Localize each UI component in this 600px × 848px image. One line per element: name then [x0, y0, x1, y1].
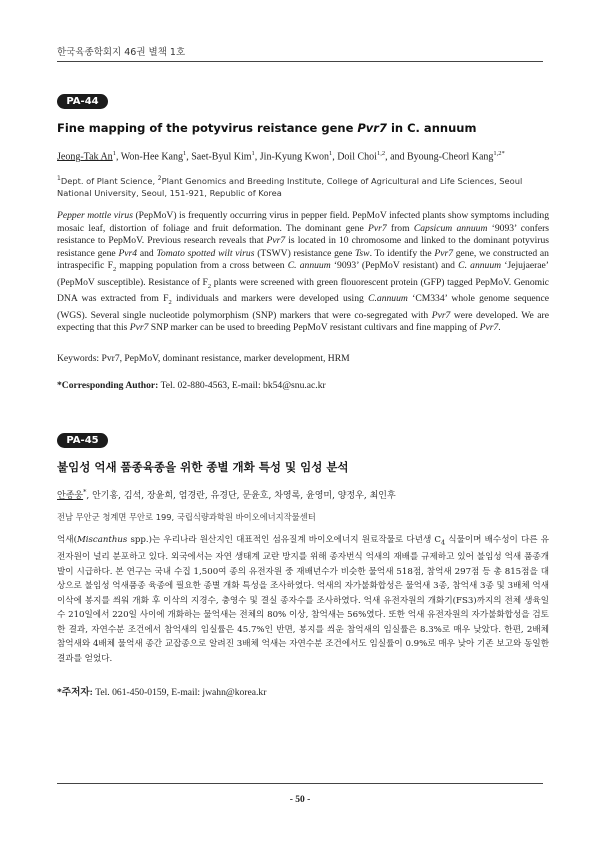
author-name: Doil Choi: [337, 151, 377, 163]
title-gene: Pvr7: [357, 121, 387, 135]
abstract-text: Pepper mottle virus: [57, 210, 133, 221]
abstract-text: Pvr7: [266, 235, 286, 247]
abstract-text: Capsicum annuum: [413, 222, 488, 234]
abstract-text: 억새(: [57, 535, 77, 545]
abstract-text: individuals and markers were developed using: [171, 293, 369, 305]
abstract-text: were developed. We are expecting that this: [57, 309, 549, 334]
author-affil-mark: 1: [328, 150, 333, 157]
author-separator: ,: [254, 151, 260, 163]
author-affil-mark: 1: [112, 150, 116, 157]
author-name: Saet-Byul Kim: [191, 151, 252, 163]
abstract-text: C.annuum: [368, 293, 408, 305]
affil-text: Plant Genomics and Breeding Institute, College of Agricultural and Life Sciences, Seoul National University, Seoul, 151-921, Republic of Korea: [57, 175, 523, 198]
abstract-text: C. annuum: [458, 260, 502, 272]
abstract-text: 2: [168, 299, 172, 307]
abstract-text: .: [498, 322, 501, 334]
title-text: in C. annuum: [386, 121, 477, 135]
abstract-text: plants were screened with green flouorescent protein (GFP) tagged PepMoV. Genomic DNA was extracted from F: [57, 276, 549, 305]
abstract-title: [57, 121, 547, 135]
abstract-text: spp.)는 우리나라 원산지인 대표적인 섬유질계 바이오에너지 원료작물로 다년생 C: [127, 535, 441, 545]
abstract-text: is located in 10 chromosome and linked to the dominant potyvirus resistance gene: [57, 235, 549, 259]
abstract-text: ‘9093’ (PepMoV resistant) and: [330, 260, 459, 272]
author-affil-mark: *: [83, 488, 87, 496]
corresponding-contact: Tel. 061-450-0159, E-mail: jwahn@korea.kr: [92, 687, 267, 698]
affil-mark: 2: [157, 175, 162, 182]
affiliation: 전남 무안군 청계면 무안로 199, 국립식량과학원 바이오에너지작물센터: [57, 512, 316, 522]
abstract-text: (TSWV) resistance gene: [254, 247, 355, 259]
abstract-text: 2: [112, 266, 117, 274]
abstract-text: from: [386, 222, 414, 234]
author-list: [57, 147, 549, 163]
keywords: Keywords: Pvr7, PepMoV, dominant resistance, marker development, HRM: [57, 353, 350, 364]
abstract-title: 불임성 억새 품종육종을 위한 종별 개화 특성 및 임성 분석: [57, 460, 349, 474]
abstract-text: C. annuum: [287, 260, 331, 272]
author-name: Jeong-Tak An: [57, 151, 113, 163]
title-text: Fine mapping of the potyvirus reistance gene: [57, 121, 358, 135]
author-name: Jin-Kyung Kwon: [259, 151, 329, 163]
abstract-id-badge: PA-45: [57, 433, 108, 448]
abstract-text: Pvr7: [479, 322, 499, 334]
abstract-text: Pvr7: [434, 247, 453, 259]
abstract-text: 식물이며 배수성이 다른 유전자원이 널리 분포하고 있다. 외국에서는 자연 생태계 교란 방지를 위해 종자번식 억새의 재배를 규제하고 있어 불임성 억새 품종개발이 시급하다. 본 연구는 국내 수집 1,500여 종의 유전자원 중 재배년수가 비슷한 물억새 518점, 참억새 297점 등 총 815점을 대상으로 불임성 억새품종 육종에 필요한 종별 개화 특성을 조사하였다. 억새의 자가불화합성은 물억새 3종, 참억새 3종 및 3배체 억새 이삭에 봉지를 씌워 개화 후 이삭의 지경수, 충영수 및 결실 종자수를 조사하였다. 억새 유전자원의 개화기(FS3)까지의 전체 생육일수 210일에서 220일 사이에 개화하는 물억새는 전체의 80% 이상, 참억새는 56%였다. 또한 억새 유전자원의 자가불화합성을 검토한 결과, 자연수분 조건에서 참억새의 임실률은 45.7%인 반면, 봉지를 씌운 참억새의 임실률은 8.3%로 매우 낮았다. 한편, 2배체 참억새와 4배체 물억새 종간 교잡종으로 알려진 3배체 억새는 자연수분 조건에서도 임실률이 0.9%로 매우 낮아 기존 보고와 동일한 결과를 얻었다.: [57, 535, 550, 664]
abstract-text: and: [137, 247, 157, 259]
corresponding-label: *Corresponding Author:: [57, 380, 159, 391]
author-name: Byoung-Cheorl Kang: [407, 151, 494, 163]
author-separator: ,: [332, 151, 338, 163]
author-affil-mark: 1,2: [376, 150, 386, 157]
abstract-text: (PepMoV) is frequently occurring virus in pepper field. PepMoV infected plants show symptoms including mosaic leaf, distortion of foliage and fruit deformation. The dominant gene: [57, 210, 550, 234]
abstract-text: ‘9093’ confers resistance to PepMoV. Previous research reveals that: [57, 222, 550, 247]
footer-divider: [57, 783, 543, 784]
abstract-text: . To identify the: [369, 247, 435, 259]
abstract-text: Pvr4: [118, 247, 138, 259]
abstract-id-badge: PA-44: [57, 94, 108, 109]
abstract-text: ‘Jejujaerae’ (PepMoV susceptible). Resistance of F: [57, 260, 550, 288]
abstract-text: Pvr7: [367, 222, 387, 234]
journal-header: 한국육종학회지 46권 별책 1호: [57, 47, 186, 58]
corresponding-author: [57, 684, 549, 698]
author-name: Won-Hee Kang: [120, 151, 183, 163]
author-separator: , and: [385, 151, 408, 163]
author-affil-mark: 1,2*: [493, 150, 505, 157]
author-affil-mark: 1: [183, 150, 187, 157]
affiliation: [57, 173, 549, 199]
abstract-text: ‘CM334’ whole genome sequence (WGS). Several single nucleotide polymorphism (SNP) markers that were co-segregated with: [57, 293, 549, 321]
abstract-text: Tomato spotted wilt virus: [156, 247, 255, 259]
author-names: , 안기홍, 김석, 장윤희, 엄경란, 유경단, 문윤호, 차영록, 윤영미, 양정우, 최인후: [86, 491, 396, 501]
corresponding-author: [57, 380, 549, 391]
corresponding-contact: Tel. 02-880-4563, E-mail: bk54@snu.ac.kr: [158, 380, 326, 391]
header-divider: [57, 61, 543, 62]
abstract-text: Pvr7: [431, 309, 451, 321]
abstract-body: [57, 210, 549, 335]
corresponding-label: *주저자:: [57, 687, 93, 698]
abstract-text: Tsw: [354, 247, 370, 259]
abstract-text: 2: [207, 282, 212, 290]
author-list: [57, 486, 549, 503]
author-affil-mark: 1: [251, 150, 255, 157]
abstract-text: gene, we constructed an intraspecific F: [57, 247, 549, 272]
abstract-text: Miscanthus: [76, 535, 128, 545]
author-name: 안종웅: [57, 491, 84, 501]
abstract-text: Pvr7: [129, 322, 149, 334]
abstract-text: 4: [441, 538, 446, 547]
abstract-body: [57, 533, 549, 666]
page-number: - 50 -: [289, 795, 311, 805]
abstract-text: mapping population from a cross between: [116, 260, 288, 272]
author-separator: ,: [186, 151, 192, 163]
author-separator: ,: [115, 151, 121, 163]
affil-mark: 1: [57, 175, 61, 182]
abstract-text: SNP marker can be used to breeding PepMoV resistant cultivars and fine mapping of: [148, 322, 480, 334]
affil-text: Dept. of Plant Science,: [60, 175, 158, 186]
